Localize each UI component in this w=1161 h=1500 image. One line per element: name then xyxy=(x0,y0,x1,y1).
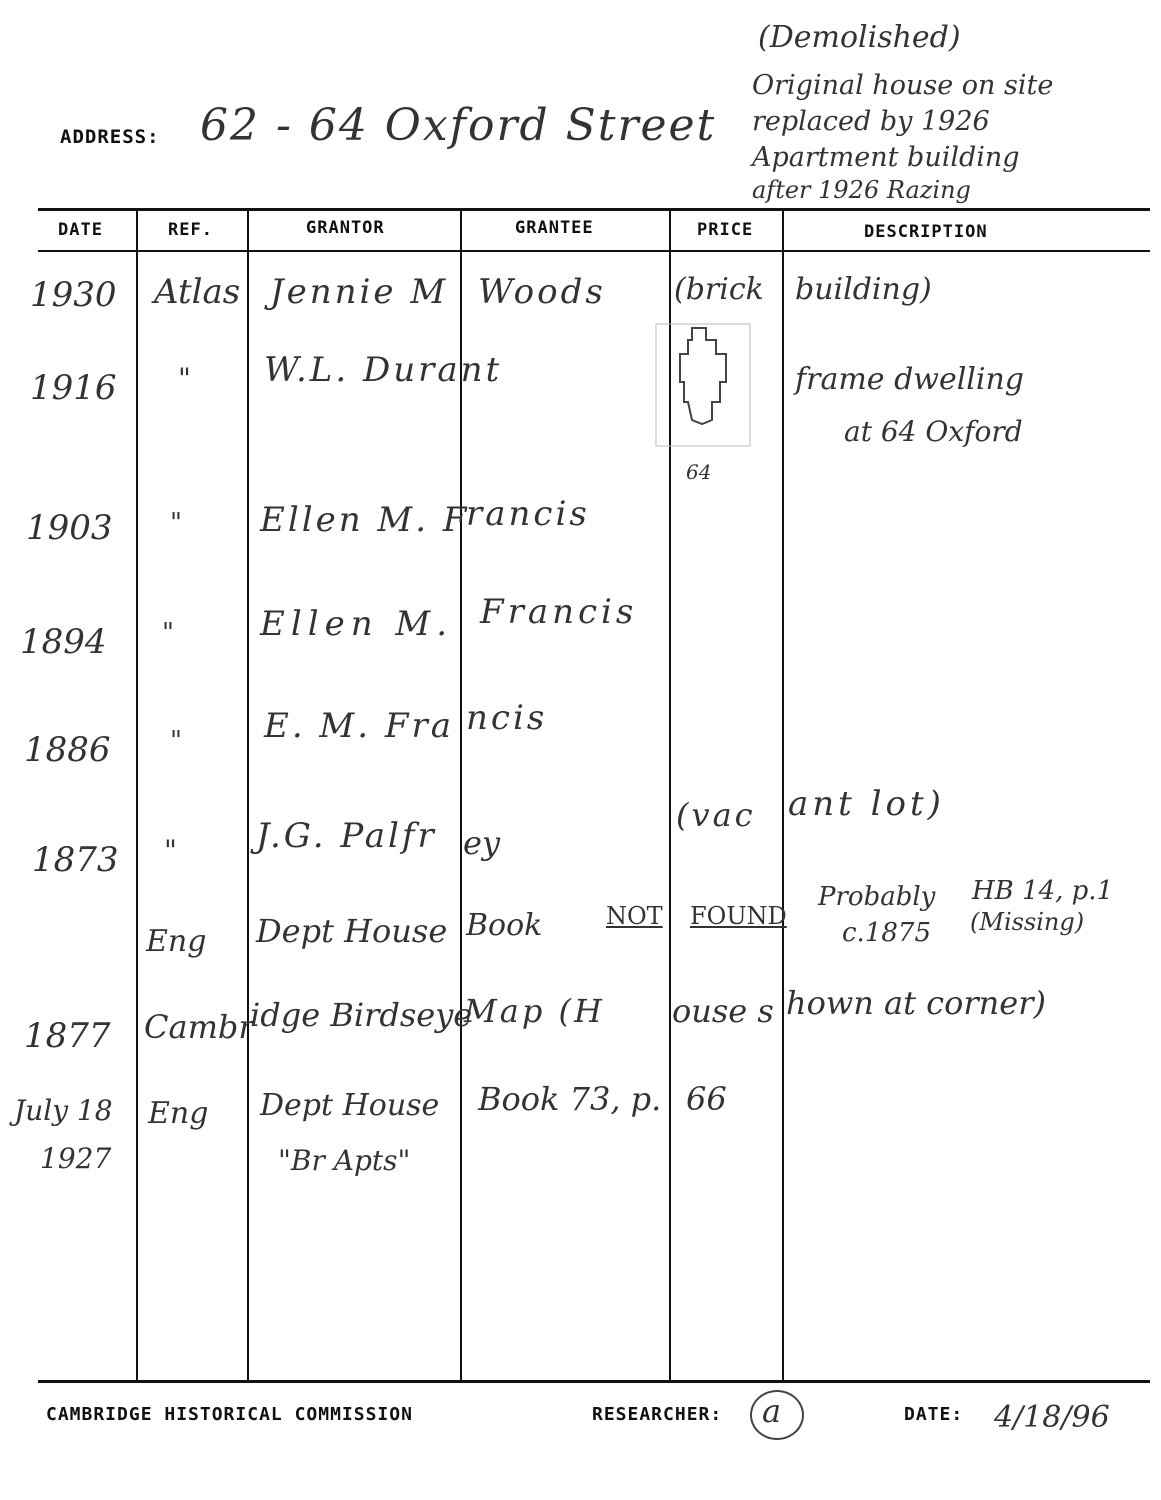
note-line-2: replaced by 1926 xyxy=(752,106,990,137)
table-row-grantor: W.L. Durant xyxy=(264,350,503,390)
column-divider xyxy=(247,210,249,1380)
table-row-grantor: E. M. Fra xyxy=(264,706,454,746)
table-row-grantee: ncis xyxy=(466,698,548,738)
table-row-grantor: Ellen M. F xyxy=(260,500,470,540)
table-row-grantee: Book xyxy=(466,908,543,943)
table-row-description-4: (Missing) xyxy=(970,908,1085,936)
table-row-description: building) xyxy=(795,272,932,307)
table-row-date: 1916 xyxy=(30,368,117,408)
column-header-date: DATE xyxy=(58,220,103,240)
table-row-grantor: Ellen M. xyxy=(260,604,454,644)
column-header-ref: REF. xyxy=(168,220,213,240)
table-row-grantor: J.G. Palfr xyxy=(256,816,437,856)
table-row-description: ant lot) xyxy=(788,784,945,824)
column-header-description: DESCRIPTION xyxy=(864,222,988,242)
footprint-sketch xyxy=(652,320,752,450)
researcher-label: RESEARCHER: xyxy=(592,1404,723,1425)
table-row-grantee: Book 73, p. xyxy=(478,1080,662,1118)
note-line-4: after 1926 Razing xyxy=(752,176,971,204)
table-row-grantee: Woods xyxy=(478,272,606,312)
table-row-price: FOUND xyxy=(690,902,787,930)
table-row-ref: " xyxy=(170,726,182,756)
table-header-rule xyxy=(38,250,1150,252)
table-row-description: Probably xyxy=(818,882,936,912)
researcher-value: a xyxy=(762,1392,782,1430)
date-value: 4/18/96 xyxy=(994,1400,1110,1435)
table-top-rule xyxy=(38,208,1150,211)
table-row-date: 1886 xyxy=(24,730,111,770)
table-row-grantee: Francis xyxy=(480,592,638,632)
table-row-ref: " xyxy=(170,508,182,538)
column-divider xyxy=(136,210,138,1380)
table-row-description: hown at corner) xyxy=(786,984,1046,1022)
table-row-date: 1877 xyxy=(24,1016,111,1056)
table-row-description-2: c.1875 xyxy=(842,918,931,948)
table-row-grantee: ey xyxy=(463,824,501,862)
table-row-date-2: 1927 xyxy=(40,1142,112,1175)
table-row-price: (vac xyxy=(676,796,756,834)
table-row-grantor: idge Birdseye xyxy=(250,996,473,1034)
address-label: ADDRESS: xyxy=(60,126,160,148)
column-header-grantee: GRANTEE xyxy=(515,218,594,238)
table-row-description: frame dwelling xyxy=(795,362,1025,397)
table-row-price: 64 xyxy=(686,460,712,484)
table-bottom-rule xyxy=(38,1380,1150,1383)
table-row-price: 66 xyxy=(686,1080,727,1118)
note-demolished: (Demolished) xyxy=(758,20,961,55)
table-row-date: 1903 xyxy=(26,508,113,548)
table-row-grantor: Dept House xyxy=(260,1088,440,1123)
address-value: 62 - 64 Oxford Street xyxy=(200,100,717,151)
table-row-ref: Eng xyxy=(146,924,207,959)
table-row-ref: Atlas xyxy=(154,272,241,312)
table-row-grantee: rancis xyxy=(466,494,590,534)
table-row-date: 1873 xyxy=(32,840,119,880)
column-header-grantor: GRANTOR xyxy=(306,218,385,238)
table-row-description-3: HB 14, p.1 xyxy=(972,876,1114,906)
table-row-date: July 18 xyxy=(14,1094,113,1127)
note-line-1: Original house on site xyxy=(752,70,1054,101)
table-row-grantor: Jennie M xyxy=(270,272,449,312)
table-row-ref: " xyxy=(164,834,177,867)
note-line-3: Apartment building xyxy=(752,142,1020,173)
table-row-ref: Cambr xyxy=(144,1008,254,1046)
table-row-price: (brick xyxy=(674,272,764,307)
column-divider xyxy=(782,210,784,1380)
column-header-price: PRICE xyxy=(697,220,754,240)
table-row-grantor: Dept House xyxy=(256,912,448,950)
table-row-ref: Eng xyxy=(148,1096,209,1131)
table-row-date: 1930 xyxy=(30,275,117,315)
date-label: DATE: xyxy=(904,1404,964,1425)
table-row-date: 1894 xyxy=(20,622,107,662)
table-row-price: ouse s xyxy=(672,992,774,1030)
table-row-ref: " xyxy=(162,618,174,648)
not-found-label: NOT xyxy=(606,902,663,930)
table-row-description-2: at 64 Oxford xyxy=(844,415,1023,448)
table-row-grantor-2: "Br Apts" xyxy=(278,1144,411,1177)
table-row-ref: " xyxy=(178,362,191,395)
commission-name: CAMBRIDGE HISTORICAL COMMISSION xyxy=(46,1404,413,1425)
table-row-grantee: Map (H xyxy=(464,992,605,1030)
